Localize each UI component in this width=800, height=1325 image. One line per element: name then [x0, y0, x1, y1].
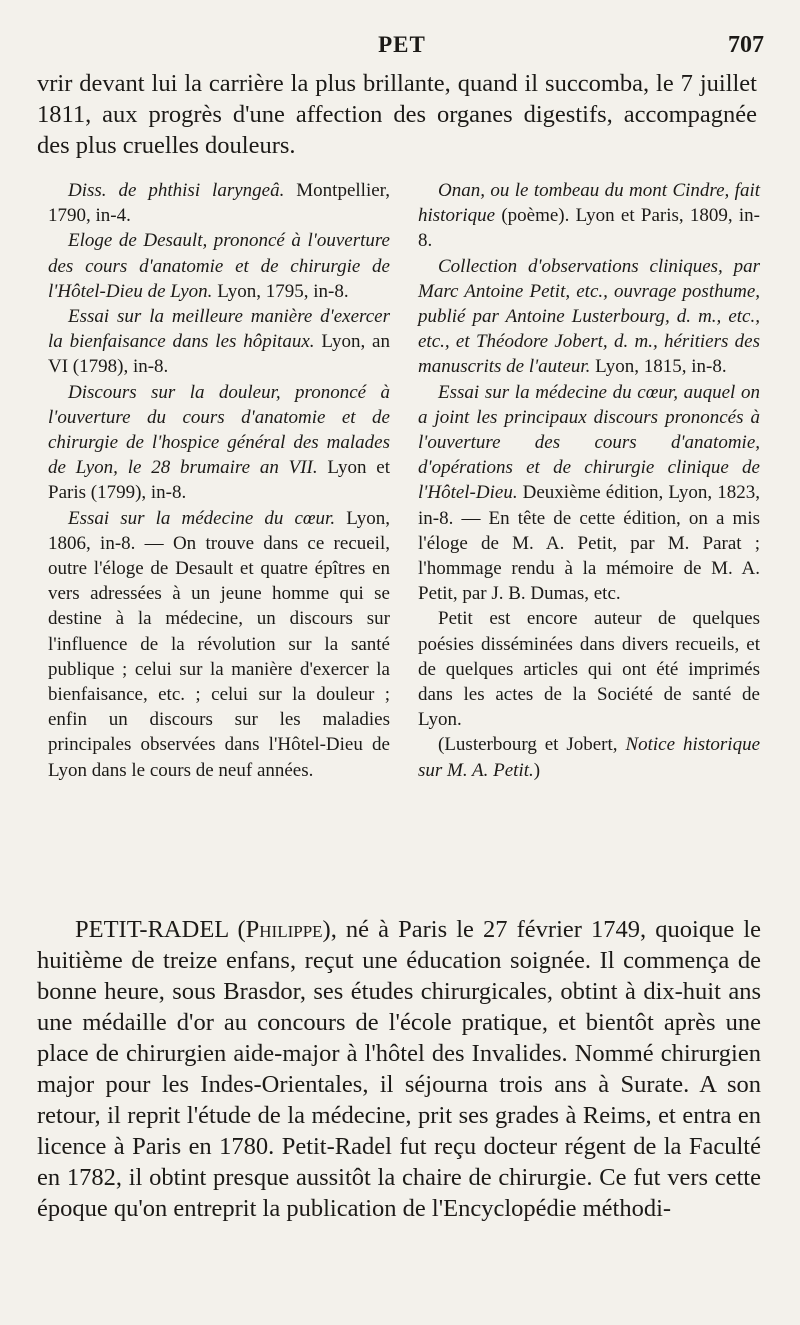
- work-title: Discours sur la douleur, prononcé à l'ouverture du cours d'anatomie et de chirurgie de l'hospice général des malades de Lyon, le 28 brumaire an VII.: [48, 381, 390, 479]
- bibliography-item: [48, 178, 390, 228]
- bibliography-right-column: [418, 178, 760, 783]
- work-title: Essai sur la meilleure manière d'exercer la bienfaisance dans les hôpitaux.: [48, 306, 390, 353]
- work-details: Deuxième édition, Lyon, 1823, in-8. — En tête de cette édition, on a mis l'éloge de M. A. Petit, par M. Parat ; l'hommage rendu à la mémoire de M. A. Petit, par J. B. Dumas, etc.: [418, 482, 760, 605]
- biography-entry: [37, 914, 761, 1224]
- bibliography-left-column: [48, 178, 390, 783]
- work-details: Lyon, 1795, in-8.: [212, 280, 349, 302]
- bibliography-columns: [48, 178, 760, 783]
- work-title: Collection d'observations cliniques, par Marc Antoine Petit, etc., ouvrage posthume, publié par Antoine Lusterbourg, d. m., etc., etc., et Théodore Jobert, d. m., héritiers des manuscrits de l'auteur.: [418, 255, 760, 378]
- page-header: [40, 32, 764, 62]
- bibliography-item: [48, 506, 390, 783]
- work-title: Eloge de Desault, prononcé à l'ouverture des cours d'anatomie et de chirurgie de l'Hôtel-Dieu de Lyon.: [48, 230, 390, 302]
- work-details: Lyon, 1806, in-8. — On trouve dans ce recueil, outre l'éloge de Desault et quatre épîtres en vers adressées à un jeune homme qui se destine à la médecine, un discours sur l'influence de la révolution sur la santé publique ; celui sur la manière d'exercer la bienfaisance, etc. ; celui sur la douleur ; enfin un discours sur les maladies principales observées dans l'Hôtel-Dieu de Lyon dans le cours de neuf années.: [48, 507, 390, 781]
- work-title: Essai sur la médecine du cœur, auquel on a joint les principaux discours prononcés à l'ouverture des cours d'anatomie, d'opérations et de chirurgie clinique de l'Hôtel-Dieu.: [418, 381, 760, 504]
- entry-paragraph: PETIT-RADEL (Philippe), né à Paris le 27 février 1749, quoique le huitième de treize enfans, reçut une éducation soignée. Il commença de bonne heure, sous Brasdor, ses études chirurgicales, obtint à dix-huit ans une médaille d'or au concours de l'école pratique, et bientôt après une place de chirurgien aide-major à l'hôtel des Invalides. Nommé chirurgien major pour les Indes-Orientales, il séjourna trois ans à Surate. A son retour, il reprit l'étude de la médecine, prit ses grades à Reims, et entra en licence à Paris en 1780. Petit-Radel fut reçu docteur régent de la Faculté en 1782, il obtint presque aussitôt la chaire de chirurgie. Ce fut vers cette époque qu'on entreprit la publication de l'Encyclopédie méthodi-: [37, 916, 761, 1222]
- entry-surname: PETIT-RADEL: [75, 916, 229, 943]
- work-title: Onan, ou le tombeau du mont Cindre, fait historique: [418, 180, 760, 227]
- work-details: Lyon, 1815, in-8.: [590, 356, 727, 378]
- work-details: Lyon, an VI (1798), in-8.: [48, 331, 390, 378]
- closing-note: [418, 606, 760, 732]
- work-details: Montpellier, 1790, in-4.: [48, 180, 390, 227]
- work-title: Essai sur la médecine du cœur.: [68, 507, 336, 529]
- bibliography-item: [48, 228, 390, 304]
- work-details: (poème). Lyon et Paris, 1809, in-8.: [418, 205, 760, 252]
- work-title: Diss. de phthisi laryngeâ.: [68, 180, 285, 201]
- citation-authors: (Lusterbourg et Jobert,: [438, 734, 626, 756]
- bibliography-item: [418, 178, 760, 254]
- closing-note-text: Petit est encore auteur de quelques poésies disséminées dans divers recueils, et de quelques articles qui ont été imprimés dans les actes de la Société de santé de Lyon.: [418, 608, 760, 731]
- page-number: 707: [728, 32, 764, 58]
- source-citation: [418, 732, 760, 782]
- entry-forename: Philippe: [245, 916, 323, 943]
- bibliography-item: [48, 304, 390, 380]
- entry-body: ), né à Paris le 27 février 1749, quoique le huitième de treize enfans, reçut une éducation soignée. Il commença de bonne heure, sous Brasdor, ses études chirurgicales, obtint à dix-huit ans une médaille d'or au concours de l'école pratique, et bientôt après une place de chirurgien aide-major à l'hôtel des Invalides. Nommé chirurgien major pour les Indes-Orientales, il séjourna trois ans à Surate. A son retour, il reprit l'étude de la médecine, prit ses grades à Reims, et entra en licence à Paris en 1780. Petit-Radel fut reçu docteur régent de la Faculté en 1782, il obtint presque aussitôt la chaire de chirurgie. Ce fut vers cette époque qu'on entreprit la publication de l'Encyclopédie méthodi-: [37, 916, 761, 1222]
- bibliography-item: [48, 380, 390, 506]
- carryover-text: vrir devant lui la carrière la plus brillante, quand il succomba, le 7 juillet 1811, aux progrès d'une affection des organes digestifs, accompagnée des plus cruelles douleurs.: [37, 70, 757, 159]
- citation-title: Notice historique sur M. A. Petit.: [418, 734, 761, 781]
- bibliography-item: [418, 254, 760, 380]
- work-details: Lyon et Paris (1799), in-8.: [48, 457, 390, 504]
- bibliography-item: [418, 380, 760, 607]
- carryover-paragraph: [37, 68, 757, 161]
- citation-close: ): [533, 759, 541, 781]
- running-head: PET: [378, 32, 426, 57]
